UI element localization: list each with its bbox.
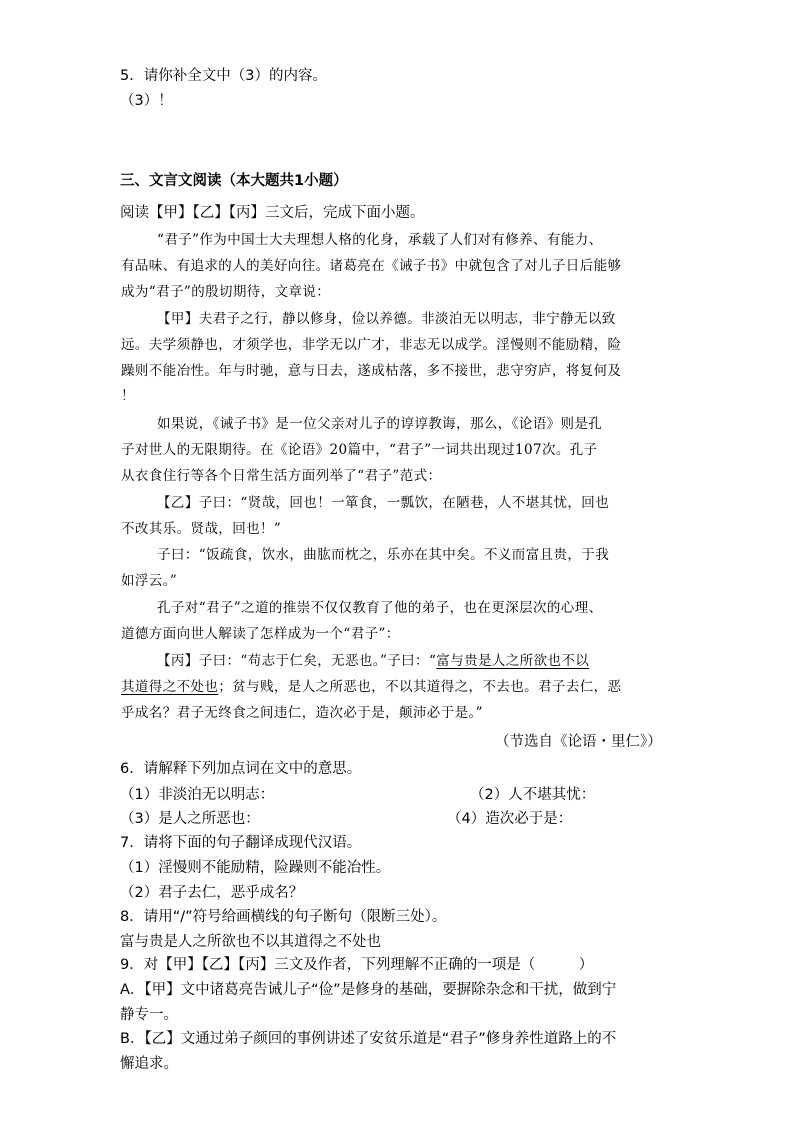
section-heading: 三、文言文阅读（本大题共1小题）: [120, 173, 348, 189]
q7-item: （1）淫慢则不能励精，险躁则不能冶性。: [120, 860, 391, 876]
passage-mid-line: 从衣食住行等各个日常生活方面列举了“君子”范式：: [121, 468, 442, 484]
q7-prompt: 7．请将下面的句子翻译成现代汉语。: [120, 835, 362, 851]
bing-text: 【丙】子曰：“苟志于仁矣，无恶也。”子曰：“: [157, 653, 437, 669]
passage-jia-line: 躁则不能冶性。年与时驰，意与日去，遂成枯落，多不接世，悲守穷庐，将复何及: [121, 363, 622, 379]
q8-sentence: 富与贵是人之所欲也不以其道得之不处也: [120, 934, 381, 950]
section-instruction: 阅读【甲】【乙】【丙】三文后，完成下面小题。: [120, 205, 425, 221]
passage-yi-line: 如浮云。”: [121, 573, 178, 589]
passage-mid-line: 子对世人的无限期待。在《论语》20篇中，“君子”一词共出现过107次。孔子: [121, 442, 598, 458]
passage-intro-line: “君子”作为中国士大夫理想人格的化身，承载了人们对有修养、有能力、: [157, 232, 603, 248]
bing-text: ；贫与贱，是人之所恶也，不以其道得之，不去也。君子去仁，恶: [218, 679, 622, 695]
q6-item: （4）造次必于是：: [447, 811, 573, 827]
passage-intro-line: 有品味、有追求的人的美好向往。诸葛亮在《诫子书》中就包含了对儿子日后能够: [121, 258, 622, 274]
q9-prompt: 9．对【甲】【乙】【丙】三文及作者，下列理解不正确的一项是（ ）: [120, 957, 594, 973]
q9-option-b: B．【乙】文通过弟子颜回的事例讲述了安贫乐道是“君子”修身养性道路上的不: [120, 1031, 617, 1047]
q8-prompt: 8．请用“/”符号给画横线的句子断句（限断三处）。: [120, 909, 447, 925]
passage-jia-line: 远。夫学须静也，才须学也，非学无以广才，非志无以成学。淫慢则不能励精，险: [121, 337, 622, 353]
passage-bing-line: [157, 655, 589, 669]
passage-mid-line: 如果说，《诫子书》是一位父亲对儿子的谆谆教诲，那么，《论语》则是孔: [157, 416, 603, 432]
passage-jia-line: 【甲】夫君子之行，静以修身，俭以养德。非淡泊无以明志，非宁静无以致: [157, 311, 616, 327]
q5-prompt: 5．请你补全文中（3）的内容。: [120, 68, 327, 84]
passage-mid2-line: 孔子对“君子”之道的推崇不仅仅教育了他的弟子，也在更深层次的心理、: [157, 600, 603, 616]
underlined-sentence: 其道得之不处也: [121, 679, 219, 695]
q5-answer-line: （3）！: [120, 93, 173, 109]
q6-item: （2）人不堪其忧：: [470, 787, 596, 803]
passage-mid2-line: 道德方面向世人解读了怎样成为一个“君子”：: [121, 626, 400, 642]
q7-item: （2）君子去仁，恶乎成名？: [120, 885, 304, 901]
q6-item: （1）非淡泊无以明志：: [120, 787, 275, 803]
q9-option-b: 懈追求。: [120, 1056, 178, 1072]
passage-jia-line: ！: [121, 388, 135, 404]
passage-bing-line: 乎成名？君子无终食之间违仁，造次必于是，颠沛必于是。”: [121, 705, 483, 721]
q9-option-a: A．【甲】文中诸葛亮告诫儿子“俭”是修身的基础，要摒除杂念和干扰，做到宁: [120, 982, 617, 998]
q9-option-a: 静专一。: [120, 1007, 178, 1023]
passage-yi-line: 不改其乐。贤哉，回也！”: [121, 521, 282, 537]
q6-item: （3）是人之所恶也：: [120, 811, 260, 827]
passage-yi-line: 【乙】子曰：“贤哉，回也！一箪食，一瓢饮，在陋巷，人不堪其忧，回也: [157, 495, 610, 511]
passage-bing-line: [121, 681, 621, 695]
passage-intro-line: 成为“君子”的殷切期待，文章说：: [121, 284, 331, 300]
underlined-sentence: 富与贵是人之所欲也不以: [436, 653, 590, 669]
passage-source: （节选自《论语・里仁》）: [495, 734, 662, 750]
passage-yi-line: 子曰：“饭疏食，饮水，曲肱而枕之，乐亦在其中矣。不义而富且贵，于我: [157, 547, 610, 563]
q6-prompt: 6．请解释下列加点词在文中的意思。: [120, 761, 362, 777]
